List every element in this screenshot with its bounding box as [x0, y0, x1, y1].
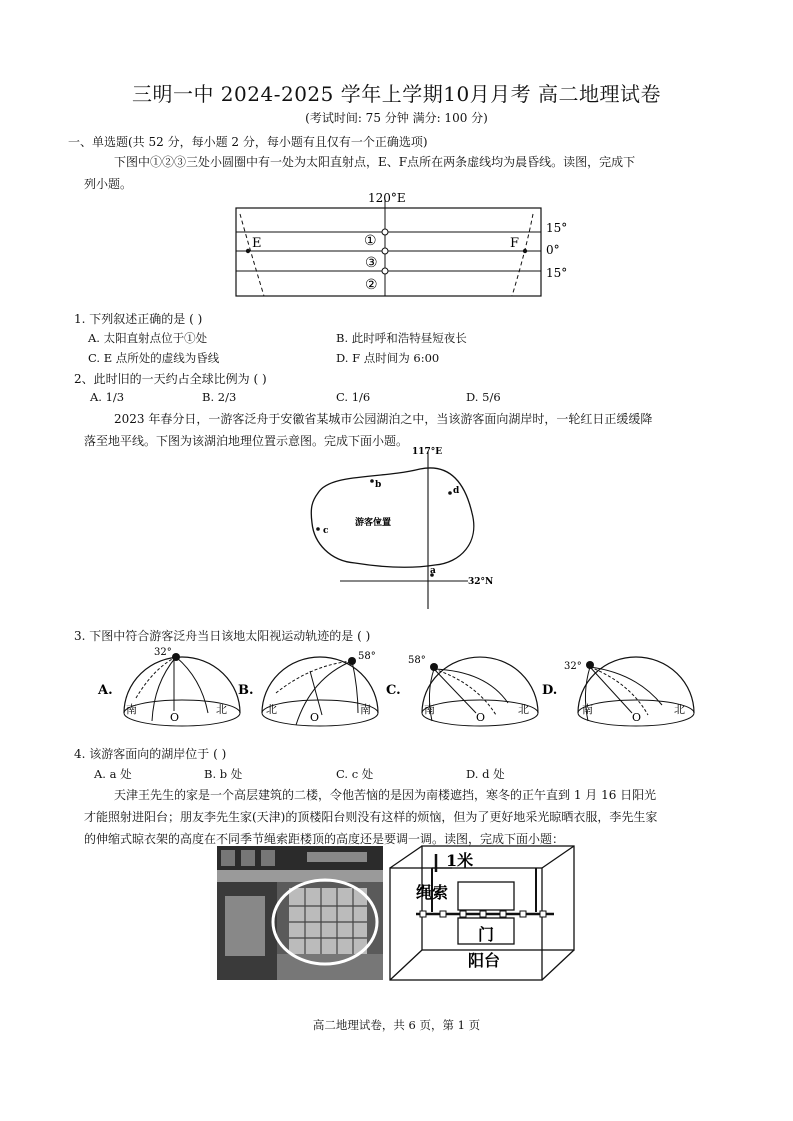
panel-b-angle: 58°: [358, 651, 376, 662]
passage3-line-2: 才能照射进阳台；朋友李先生家(天津)的顶楼阳台则没有这样的烦恼，但为了更好地采光晾晒衣服，李先生家: [84, 810, 658, 824]
sun-path-panel-c[interactable]: [386, 655, 538, 726]
panel-d-center: O: [632, 711, 642, 724]
q2-option-d[interactable]: D. 5/6: [466, 390, 501, 404]
meter-label: 1米: [446, 851, 474, 870]
panel-c-right: 北: [518, 703, 529, 716]
lat-label-0: 0°: [546, 243, 560, 257]
circle-2-label: ②: [365, 277, 378, 293]
panel-b-letter: B.: [238, 683, 254, 698]
q1-option-c[interactable]: C. E 点所处的虚线为昏线: [88, 351, 220, 365]
q1-stem: 1. 下列叙述正确的是 ( ): [74, 312, 203, 326]
passage2-line-2: 落至地平线。下图为该湖泊地理位置示意图。完成下面小题。: [84, 434, 409, 448]
q2-stem: 2、此时旧的一天约占全球比例为 ( ): [74, 372, 267, 386]
q4-option-b[interactable]: B. b 处: [204, 767, 243, 781]
point-a-label: a: [430, 566, 436, 576]
panel-c-center: O: [476, 711, 486, 724]
panel-a-right: 北: [216, 703, 227, 716]
panel-a-letter: A.: [98, 683, 113, 698]
panel-a-center: O: [170, 711, 180, 724]
section-heading: 一、单选题(共 52 分，每小题 2 分，每小题有且仅有一个正确选项): [68, 135, 428, 149]
lat-label-15n: 15°: [546, 221, 568, 235]
q2-option-a[interactable]: A. 1/3: [90, 390, 125, 404]
building-photo: [217, 846, 383, 980]
page-title: 三明一中 2024-2025 学年上学期10月月考 高二地理试卷: [131, 82, 662, 106]
point-c-label: c: [323, 526, 329, 536]
meridian-117e-label: 117°E: [412, 447, 443, 457]
point-b-label: b: [375, 480, 382, 490]
balcony-label: 阳台: [468, 951, 501, 970]
q1-option-b[interactable]: B. 此时呼和浩特昼短夜长: [336, 331, 467, 345]
lat-label-15s: 15°: [546, 266, 568, 280]
tourist-position-label: 游客位置: [355, 518, 392, 528]
panel-b-center: O: [310, 711, 320, 724]
q3-stem: 3. 下图中符合游客泛舟当日该地太阳视运动轨迹的是 ( ): [74, 629, 371, 643]
point-d-label: d: [453, 486, 460, 496]
q4-option-a[interactable]: A. a 处: [94, 767, 132, 781]
figure-sun-path-options: [96, 643, 736, 735]
panel-d-angle: 32°: [564, 661, 582, 672]
panel-c-angle: 58°: [408, 655, 426, 666]
figure-lake-map: [300, 443, 510, 613]
q2-option-c[interactable]: C. 1/6: [336, 390, 371, 404]
sun-path-panel-d[interactable]: [542, 657, 694, 726]
page-footer: 高二地理试卷，共 6 页，第 1 页: [312, 1018, 481, 1032]
panel-d-right: 北: [674, 703, 685, 716]
q4-stem: 4. 该游客面向的湖岸位于 ( ): [74, 747, 227, 761]
door-label: 门: [478, 925, 495, 944]
q2-option-b[interactable]: B. 2/3: [202, 390, 237, 404]
q4-option-c[interactable]: C. c 处: [336, 767, 374, 781]
passage3-line-1: 天津王先生的家是一个高层建筑的二楼，令他苦恼的是因为南楼遮挡，寒冬的正午直到 1 月 16 日阳光: [114, 788, 657, 802]
intro-line-2: 列小题。: [84, 177, 133, 191]
parallel-32n-label: 32°N: [468, 577, 494, 587]
sun-path-panel-b[interactable]: [238, 651, 378, 726]
sun-path-panel-a[interactable]: [97, 647, 240, 726]
exam-info: (考试时间: 75 分钟 满分: 100 分): [305, 111, 488, 125]
circle-3-label: ③: [365, 255, 378, 271]
panel-b-right: 南: [360, 703, 371, 716]
panel-d-letter: D.: [542, 683, 558, 698]
panel-a-angle: 32°: [154, 647, 172, 658]
meridian-label-120e: 120°E: [368, 191, 406, 205]
q1-option-a[interactable]: A. 太阳直射点位于①处: [88, 331, 208, 345]
circle-1-label: ①: [364, 233, 377, 249]
passage3-line-3: 的伸缩式晾衣架的高度在不同季节绳索距楼顶的高度还是要调一调。读图，完成下面小题：: [84, 832, 565, 846]
panel-b-left: 北: [266, 703, 277, 716]
passage2-line-1: 2023 年春分日，一游客泛舟于安徽省某城市公园湖泊之中，当该游客面向湖岸时，一轮红日正缓缓降: [114, 412, 653, 426]
panel-a-left: 南: [126, 703, 137, 716]
intro-line-1: 下图中①②③三处小圆圈中有一处为太阳直射点，E、F点所在两条虚线均为晨昏线。读图，完成下: [114, 155, 636, 169]
panel-c-letter: C.: [386, 683, 401, 698]
panel-d-left: 南: [582, 703, 593, 716]
q1-option-d[interactable]: D. F 点时间为 6:00: [336, 351, 440, 365]
point-e-label: E: [252, 236, 262, 251]
point-f-label: F: [510, 236, 520, 251]
rope-label: 绳索: [416, 883, 449, 902]
panel-c-left: 南: [424, 703, 435, 716]
figure-terminator-diagram: [228, 190, 568, 298]
q4-option-d[interactable]: D. d 处: [466, 767, 505, 781]
balcony-diagram: [386, 844, 580, 982]
